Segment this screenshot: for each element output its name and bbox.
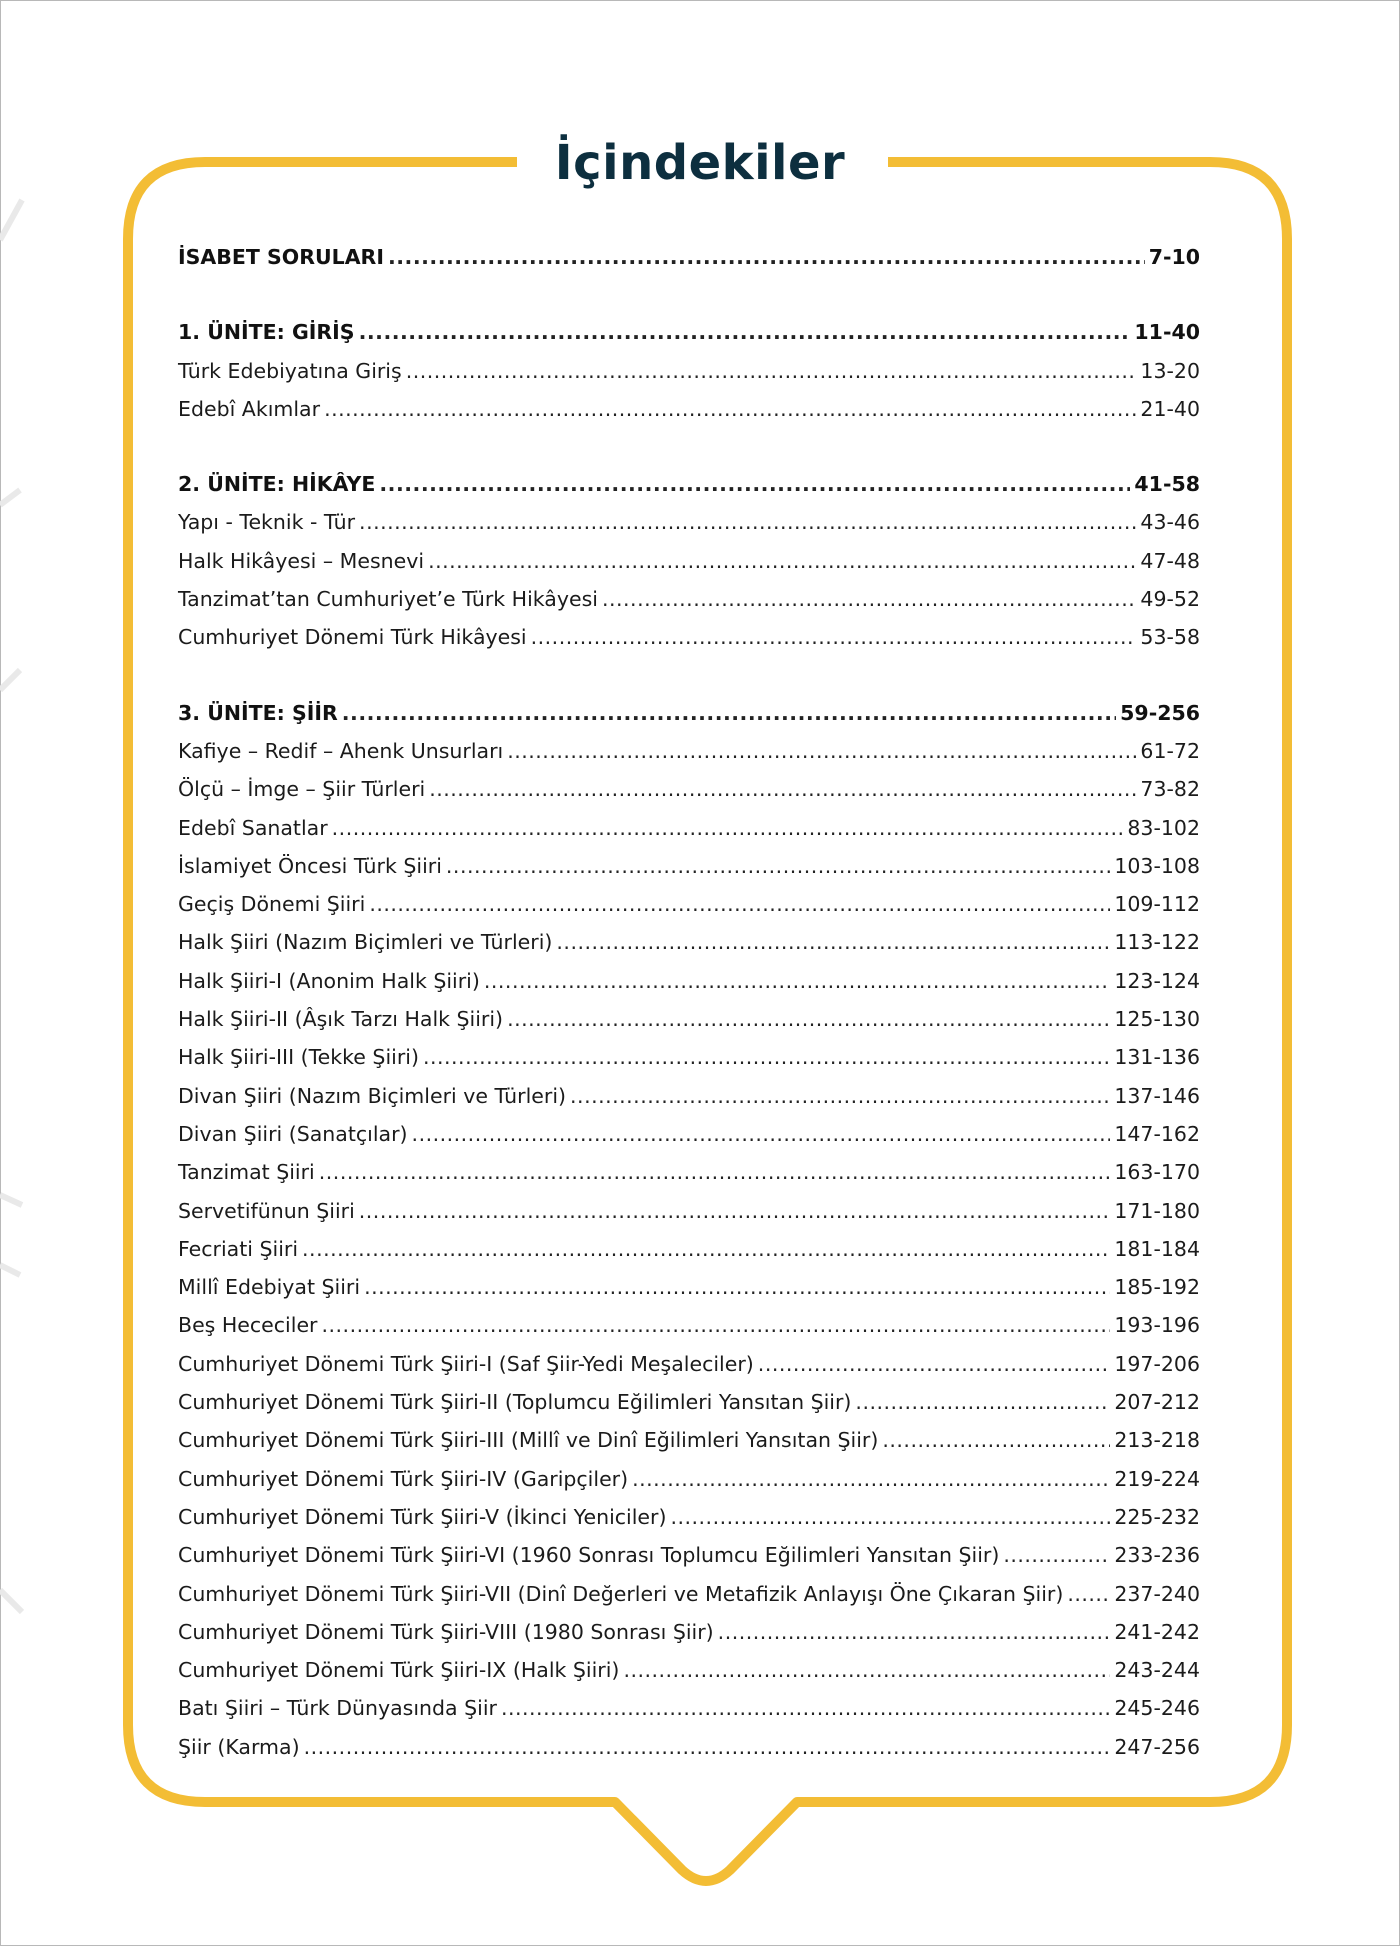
dot-leader	[556, 923, 1110, 961]
dot-leader	[602, 580, 1136, 618]
dot-leader	[304, 1728, 1111, 1766]
table-of-contents	[178, 238, 1200, 1803]
entry-title: Edebî Sanatlar	[178, 815, 328, 840]
page-range: 163-170	[1114, 1160, 1200, 1185]
page-range: 241-242	[1114, 1619, 1200, 1644]
dot-leader	[882, 1421, 1110, 1459]
entry-title: Tanzimat’tan Cumhuriyet’e Türk Hikâyesi	[178, 587, 598, 612]
entry-title: Servetifünun Şiiri	[178, 1198, 355, 1223]
entry-title: Fecriati Şiiri	[178, 1236, 299, 1261]
entry-title: Cumhuriyet Dönemi Türk Şiiri-I (Saf Şiir-Yedi Meşaleciler)	[178, 1351, 754, 1376]
dot-leader	[388, 238, 1145, 276]
entry-title: Beş Hececiler	[178, 1313, 318, 1338]
page-range: 11-40	[1134, 320, 1200, 345]
dot-leader	[758, 1345, 1111, 1383]
section-title: İSABET SORULARI	[178, 245, 384, 269]
page-range: 213-218	[1114, 1428, 1200, 1453]
toc-entry	[178, 923, 1200, 961]
page-range: 73-82	[1140, 777, 1200, 802]
entry-title: Cumhuriyet Dönemi Türk Şiiri-VI (1960 Sonrası Toplumcu Eğilimleri Yansıtan Şiir)	[178, 1543, 1000, 1568]
entry-title: Tanzimat Şiiri	[178, 1160, 315, 1185]
entry-title: Cumhuriyet Dönemi Türk Şiiri-IV (Garipçiler)	[178, 1466, 629, 1491]
page-range: 123-124	[1114, 968, 1200, 993]
toc-group	[178, 465, 1200, 656]
toc-entry	[178, 580, 1200, 618]
entry-title: Cumhuriyet Dönemi Türk Hikâyesi	[178, 625, 527, 650]
toc-entry	[178, 390, 1200, 428]
toc-entry	[178, 809, 1200, 847]
toc-entry	[178, 542, 1200, 580]
dot-leader	[342, 694, 1116, 732]
page-range: 207-212	[1114, 1390, 1200, 1415]
dot-leader	[406, 352, 1137, 390]
page-range: 53-58	[1140, 625, 1200, 650]
entry-title: Cumhuriyet Dönemi Türk Şiiri-VIII (1980 Sonrası Şiir)	[178, 1619, 714, 1644]
page-range: 245-246	[1114, 1696, 1200, 1721]
toc-group	[178, 313, 1200, 428]
dot-leader	[632, 1460, 1110, 1498]
page-range: 147-162	[1114, 1121, 1200, 1146]
page-range: 61-72	[1140, 738, 1200, 763]
page-range: 21-40	[1140, 396, 1200, 421]
toc-entry	[178, 1000, 1200, 1038]
toc-entry	[178, 1115, 1200, 1153]
entry-title: Batı Şiiri – Türk Dünyasında Şiir	[178, 1696, 497, 1721]
entry-title: Yapı - Teknik - Tür	[178, 510, 356, 535]
toc-entry	[178, 1230, 1200, 1268]
toc-entry	[178, 732, 1200, 770]
dot-leader	[718, 1613, 1111, 1651]
toc-entry	[178, 1689, 1200, 1727]
dot-leader	[1067, 1575, 1110, 1613]
dot-leader	[855, 1383, 1110, 1421]
dot-leader	[379, 465, 1130, 503]
dot-leader	[446, 847, 1110, 885]
toc-entry	[178, 1728, 1200, 1766]
page-range: 83-102	[1127, 815, 1200, 840]
section-title: 3. ÜNİTE: ŞİİR	[178, 700, 338, 725]
page-range: 47-48	[1140, 548, 1200, 573]
page-range: 41-58	[1134, 472, 1200, 497]
entry-title: Cumhuriyet Dönemi Türk Şiiri-IX (Halk Şiiri)	[178, 1658, 620, 1683]
toc-entry	[178, 1268, 1200, 1306]
toc-entry	[178, 1536, 1200, 1574]
page-range: 243-244	[1114, 1658, 1200, 1683]
dot-leader	[302, 1230, 1110, 1268]
dot-leader	[670, 1498, 1110, 1536]
toc-entry	[178, 1192, 1200, 1230]
page-range: 219-224	[1114, 1466, 1200, 1491]
entry-title: İslamiyet Öncesi Türk Şiiri	[178, 853, 442, 878]
dot-leader	[507, 1000, 1110, 1038]
entry-title: Kafiye – Redif – Ahenk Unsurları	[178, 738, 504, 763]
toc-entry	[178, 1306, 1200, 1344]
dot-leader	[501, 1689, 1110, 1727]
dot-leader	[484, 962, 1110, 1000]
page-range: 109-112	[1114, 892, 1200, 917]
dot-leader	[359, 313, 1131, 351]
entry-title: Edebî Akımlar	[178, 396, 321, 421]
toc-entry	[178, 885, 1200, 923]
page-range: 125-130	[1114, 1007, 1200, 1032]
entry-title: Cumhuriyet Dönemi Türk Şiiri-III (Millî ve Dinî Eğilimleri Yansıtan Şiir)	[178, 1428, 879, 1453]
dot-leader	[429, 770, 1136, 808]
page-range: 197-206	[1114, 1351, 1200, 1376]
toc-entry	[178, 847, 1200, 885]
toc-entry	[178, 503, 1200, 541]
page-range: 103-108	[1114, 853, 1200, 878]
dot-leader	[359, 503, 1136, 541]
toc-entry	[178, 618, 1200, 656]
dot-leader	[319, 1153, 1111, 1191]
dot-leader	[324, 390, 1136, 428]
toc-section-heading	[178, 238, 1200, 276]
entry-title: Divan Şiiri (Nazım Biçimleri ve Türleri)	[178, 1083, 567, 1108]
toc-group	[178, 238, 1200, 276]
dot-leader	[423, 1038, 1110, 1076]
toc-entry	[178, 962, 1200, 1000]
toc-section-heading	[178, 465, 1200, 503]
toc-entry	[178, 1421, 1200, 1459]
dot-leader	[364, 1268, 1110, 1306]
entry-title: Halk Şiiri (Nazım Biçimleri ve Türleri)	[178, 930, 553, 955]
dot-leader	[332, 809, 1124, 847]
toc-section-heading	[178, 313, 1200, 351]
entry-title: Halk Şiiri-I (Anonim Halk Şiiri)	[178, 968, 480, 993]
page-range: 185-192	[1114, 1275, 1200, 1300]
toc-entry	[178, 1575, 1200, 1613]
entry-title: Şiir (Karma)	[178, 1734, 300, 1759]
dot-leader	[369, 885, 1110, 923]
toc-entry	[178, 1077, 1200, 1115]
dot-leader	[623, 1651, 1110, 1689]
page-title: İçindekiler	[554, 135, 846, 191]
page-range: 181-184	[1114, 1236, 1200, 1261]
toc-entry	[178, 770, 1200, 808]
entry-title: Ölçü – İmge – Şiir Türleri	[178, 777, 426, 802]
page-range: 7-10	[1148, 245, 1200, 269]
page-range: 113-122	[1114, 930, 1200, 955]
entry-title: Halk Hikâyesi – Mesnevi	[178, 548, 425, 573]
entry-title: Türk Edebiyatına Giriş	[178, 358, 402, 383]
page-range: 247-256	[1114, 1734, 1200, 1759]
page-range: 237-240	[1114, 1581, 1200, 1606]
dot-leader	[359, 1192, 1111, 1230]
toc-entry	[178, 1345, 1200, 1383]
dot-leader	[570, 1077, 1110, 1115]
toc-entry	[178, 1613, 1200, 1651]
dot-leader	[322, 1306, 1111, 1344]
page-range: 131-136	[1114, 1045, 1200, 1070]
dot-leader	[412, 1115, 1111, 1153]
section-title: 1. ÜNİTE: GİRİŞ	[178, 320, 355, 345]
dot-leader	[1003, 1536, 1110, 1574]
page-range: 225-232	[1114, 1504, 1200, 1529]
toc-entry	[178, 1460, 1200, 1498]
page-range: 59-256	[1120, 700, 1200, 725]
entry-title: Millî Edebiyat Şiiri	[178, 1275, 361, 1300]
toc-entry	[178, 1498, 1200, 1536]
toc-entry	[178, 1383, 1200, 1421]
entry-title: Geçiş Dönemi Şiiri	[178, 892, 366, 917]
page-range: 49-52	[1140, 587, 1200, 612]
entry-title: Halk Şiiri-III (Tekke Şiiri)	[178, 1045, 419, 1070]
entry-title: Cumhuriyet Dönemi Türk Şiiri-II (Toplumcu Eğilimleri Yansıtan Şiir)	[178, 1390, 852, 1415]
entry-title: Cumhuriyet Dönemi Türk Şiiri-VII (Dinî Değerleri ve Metafizik Anlayışı Öne Çıkaran Şiir)	[178, 1581, 1064, 1606]
toc-entry	[178, 1038, 1200, 1076]
dot-leader	[531, 618, 1137, 656]
entry-title: Cumhuriyet Dönemi Türk Şiiri-V (İkinci Yeniciler)	[178, 1504, 667, 1529]
page-range: 137-146	[1114, 1083, 1200, 1108]
dot-leader	[507, 732, 1136, 770]
toc-entry	[178, 1651, 1200, 1689]
toc-entry	[178, 1153, 1200, 1191]
page-range: 13-20	[1140, 358, 1200, 383]
toc-entry	[178, 352, 1200, 390]
section-title: 2. ÜNİTE: HİKÂYE	[178, 472, 376, 497]
page-range: 233-236	[1114, 1543, 1200, 1568]
page-range: 171-180	[1114, 1198, 1200, 1223]
page-range: 193-196	[1114, 1313, 1200, 1338]
toc-section-heading	[178, 694, 1200, 732]
entry-title: Divan Şiiri (Sanatçılar)	[178, 1121, 408, 1146]
dot-leader	[428, 542, 1136, 580]
page-range: 43-46	[1140, 510, 1200, 535]
toc-group	[178, 694, 1200, 1766]
entry-title: Halk Şiiri-II (Âşık Tarzı Halk Şiiri)	[178, 1007, 504, 1032]
